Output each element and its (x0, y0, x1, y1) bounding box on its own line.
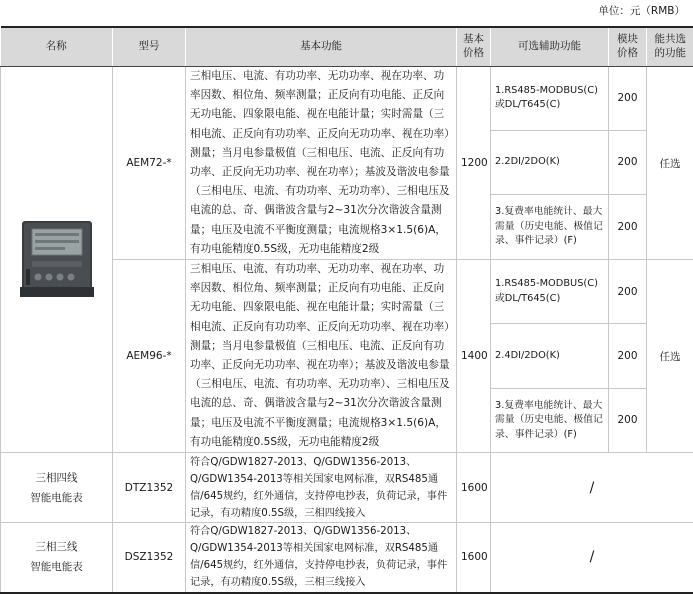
product-name-cell: 三相四线 智能电能表 (1, 453, 113, 523)
base-price-cell: 1600 (457, 523, 491, 593)
table-header-row (1, 27, 693, 67)
base-price-cell: 1200 (457, 67, 491, 260)
option-cell: 3.复费率电能统计、最大需量（历史电能、极值记录、事件记录）(F) (491, 388, 609, 452)
function-cell: 符合Q/GDW1827-2013、Q/GDW1356-2013、Q/GDW1354-2013等相关国家电网标准，双RS485通信/645规约，红外通信，支持停电抄表，负荷记录，事件记录，有功精度0.5S级，三相三线接入 (186, 523, 457, 593)
model-cell: AEM96-* (113, 260, 186, 453)
table-row (1, 67, 693, 131)
model-cell: DSZ1352 (113, 523, 186, 593)
module-price-cell: 200 (609, 67, 647, 131)
base-price-cell: 1600 (457, 453, 491, 523)
function-cell: 三相电压、电流、有功功率、无功功率、视在功率、功率因数、相位角、频率测量；正反向有功电能、正反向无功电能、四象限电能、视在电能计量；实时需量（三相电流、正反向有功功率、正反向无功功率、视在功率）测量；当月电参量极值（三相电压、电流、正反向有功功率、正反向无功功率、视在功率）；基波及谐波电参量（三相电压、电流、有功功率、无功功率）、三相电压及电流的总、奇、偶谐波含量与2~31次分次谐波含量测量；电压及电流不平衡度测量；电流规格3×1.5(6)A，有功电能精度0.5S级，无功电能精度2级 (186, 67, 457, 260)
function-cell: 三相电压、电流、有功功率、无功功率、视在功率、功率因数、相位角、频率测量；正反向有功电能、正反向无功电能、四象限电能、视在电能计量；实时需量（三相电流、正反向有功功率、正反向无功功率、视在功率）测量；当月电参量极值（三相电压、电流、正反向有功功率、正反向无功功率、视在功率）；基波及谐波电参量（三相电压、电流、有功功率、无功功率）、三相电压及电流的总、奇、偶谐波含量与2~31次分次谐波含量测量；电压及电流不平衡度测量；电流规格3×1.5(6)A，有功电能精度0.5S级，无功电能精度2级 (186, 260, 457, 453)
header-options: 可选辅助功能 (491, 27, 609, 67)
not-applicable-cell: / (491, 453, 693, 523)
not-applicable-cell: / (491, 523, 693, 593)
header-module-price: 模块 价格 (609, 27, 647, 67)
header-base-price: 基本 价格 (457, 27, 491, 67)
option-cell: 1.RS485-MODBUS(C)或DL/T645(C) (491, 67, 609, 131)
header-shared: 能共选 的功能 (647, 27, 693, 67)
table-row (1, 453, 693, 523)
module-price-cell: 200 (609, 388, 647, 452)
module-price-cell: 200 (609, 260, 647, 324)
option-cell: 1.RS485-MODBUS(C)或DL/T645(C) (491, 260, 609, 324)
product-name-cell: 三相三线 智能电能表 (1, 523, 113, 593)
header-name: 名称 (1, 27, 113, 67)
unit-label: 单位：元（RMB） (598, 3, 685, 18)
option-cell: 2.2DI/2DO(K) (491, 130, 609, 194)
model-cell: AEM72-* (113, 67, 186, 260)
shared-cell: 任选 (647, 260, 693, 453)
base-price-cell: 1400 (457, 260, 491, 453)
shared-cell: 任选 (647, 67, 693, 260)
meter-device-image (18, 219, 96, 301)
module-price-cell: 200 (609, 324, 647, 388)
module-price-cell: 200 (609, 130, 647, 194)
header-model: 型号 (113, 27, 186, 67)
product-image-cell (1, 67, 113, 453)
price-table (0, 26, 693, 594)
option-cell: 3.复费率电能统计、最大需量（历史电能、极值记录、事件记录）(F) (491, 194, 609, 259)
option-cell: 2.4DI/2DO(K) (491, 324, 609, 388)
header-function: 基本功能 (186, 27, 457, 67)
table-row (1, 523, 693, 593)
model-cell: DTZ1352 (113, 453, 186, 523)
function-cell: 符合Q/GDW1827-2013、Q/GDW1356-2013、Q/GDW1354-2013等相关国家电网标准，双RS485通信/645规约，红外通信，支持停电抄表，负荷记录，事件记录，有功精度0.5S级，三相四线接入 (186, 453, 457, 523)
module-price-cell: 200 (609, 194, 647, 259)
